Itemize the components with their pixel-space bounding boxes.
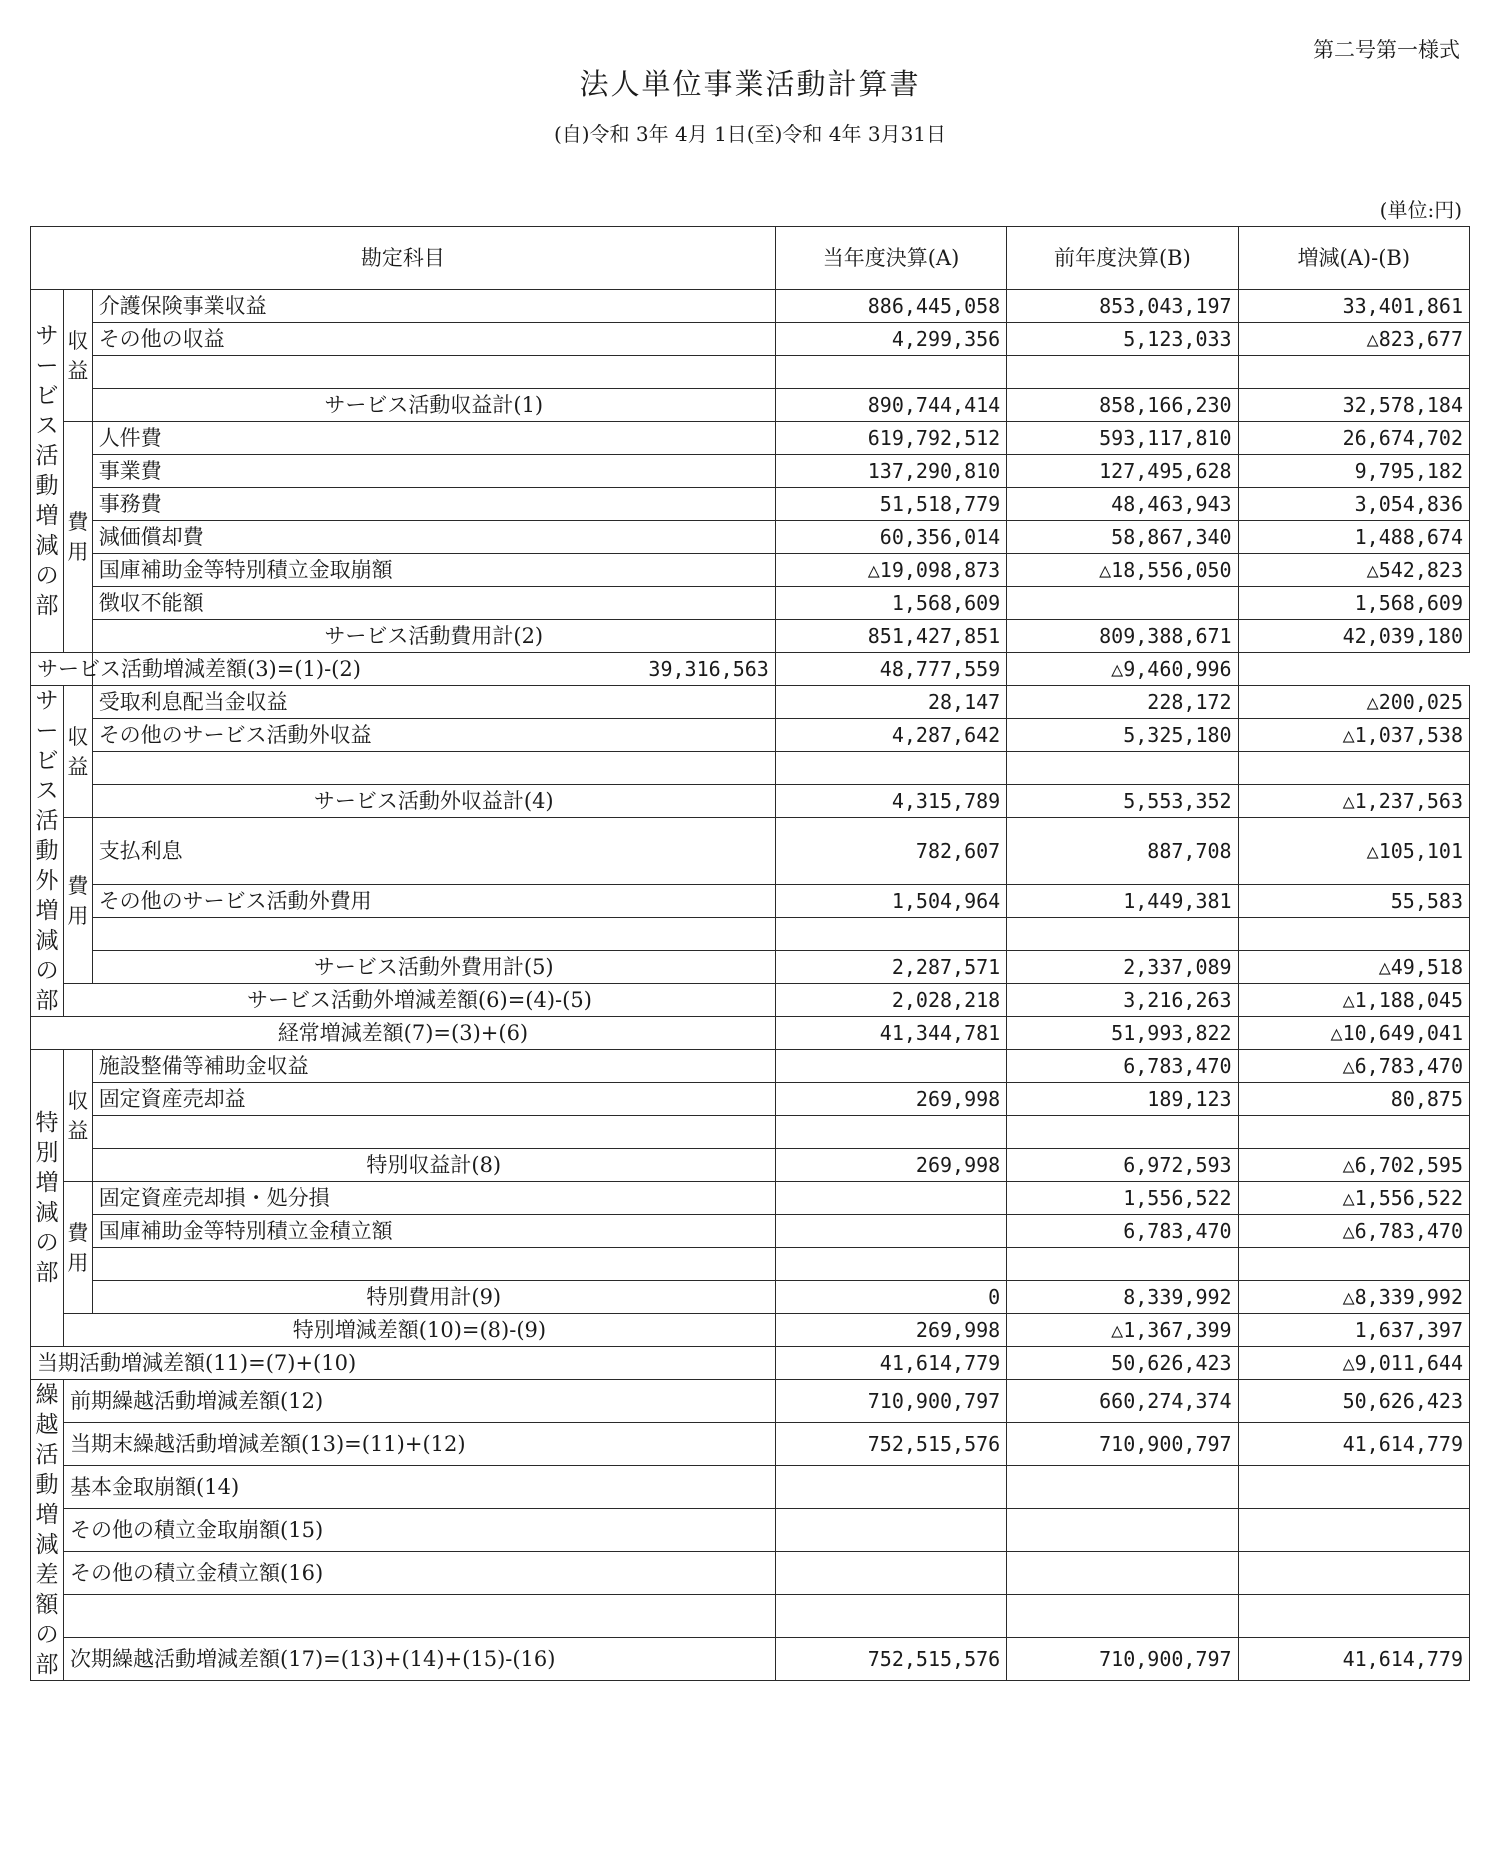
account-name: 介護保険事業収益 xyxy=(92,290,775,323)
diff-amount: △6,783,470 xyxy=(1238,1050,1469,1083)
table-row xyxy=(31,1466,1470,1509)
account-name: 事務費 xyxy=(92,488,775,521)
diff-amount: △823,677 xyxy=(1238,323,1469,356)
table-row xyxy=(31,1149,1470,1182)
form-number: 第二号第一様式 xyxy=(1313,38,1460,62)
current-amount: 2,028,218 xyxy=(775,984,1006,1017)
diff-amount: 1,488,674 xyxy=(1238,521,1469,554)
diff-amount: △1,188,045 xyxy=(1238,984,1469,1017)
current-amount: 752,515,576 xyxy=(775,1638,1006,1681)
previous-amount xyxy=(1007,1509,1238,1552)
table-header-row xyxy=(31,227,1470,290)
account-name: 当期末繰越活動増減差額(13)=(11)+(12) xyxy=(64,1423,776,1466)
table-row xyxy=(31,1638,1470,1681)
diff-amount: △9,011,644 xyxy=(1238,1347,1469,1380)
subsection-expense: 費用 xyxy=(64,422,93,653)
account-name: 前期繰越活動増減差額(12) xyxy=(64,1380,776,1423)
diff-amount: 1,568,609 xyxy=(1238,587,1469,620)
table-row xyxy=(31,1347,1470,1380)
diff-amount: 80,875 xyxy=(1238,1083,1469,1116)
current-amount: 269,998 xyxy=(775,1314,1006,1347)
account-name: 国庫補助金等特別積立金積立額 xyxy=(92,1215,775,1248)
previous-amount: 710,900,797 xyxy=(1007,1423,1238,1466)
table-row xyxy=(31,290,1470,323)
table-row-blank xyxy=(31,752,1470,785)
account-name: サービス活動外増減差額(6)=(4)-(5) xyxy=(64,984,776,1017)
current-amount: △19,098,873 xyxy=(775,554,1006,587)
previous-amount: 593,117,810 xyxy=(1007,422,1238,455)
section-label-nonservice: サービス活動外増減の部 xyxy=(31,686,64,1017)
account-name: 特別収益計(8) xyxy=(92,1149,775,1182)
previous-amount xyxy=(1007,1552,1238,1595)
diff-amount: △6,702,595 xyxy=(1238,1149,1469,1182)
previous-amount: 6,972,593 xyxy=(1007,1149,1238,1182)
table-row xyxy=(31,620,1470,653)
table-row xyxy=(31,1509,1470,1552)
section-label-service: サービス活動増減の部 xyxy=(31,290,64,653)
previous-amount: 127,495,628 xyxy=(1007,455,1238,488)
table-row-blank xyxy=(31,1595,1470,1638)
current-amount: 269,998 xyxy=(775,1149,1006,1182)
table-row xyxy=(31,653,1470,686)
diff-amount: 26,674,702 xyxy=(1238,422,1469,455)
table-row xyxy=(31,1182,1470,1215)
previous-amount: 6,783,470 xyxy=(1007,1215,1238,1248)
diff-amount: △105,101 xyxy=(1238,818,1469,885)
diff-amount: 1,637,397 xyxy=(1238,1314,1469,1347)
previous-amount: 853,043,197 xyxy=(1007,290,1238,323)
table-row-blank xyxy=(31,1116,1470,1149)
previous-amount: 48,777,559 xyxy=(775,653,1006,686)
account-name: 事業費 xyxy=(92,455,775,488)
current-amount: 0 xyxy=(775,1281,1006,1314)
current-amount xyxy=(775,1050,1006,1083)
current-amount: 41,344,781 xyxy=(775,1017,1006,1050)
section-label-special: 特別増減の部 xyxy=(31,1050,64,1347)
table-row xyxy=(31,1050,1470,1083)
previous-amount: 189,123 xyxy=(1007,1083,1238,1116)
header-previous: 前年度決算(B) xyxy=(1007,227,1238,290)
table-row xyxy=(31,719,1470,752)
account-name: その他のサービス活動外費用 xyxy=(92,885,775,918)
previous-amount: 809,388,671 xyxy=(1007,620,1238,653)
diff-amount: 41,614,779 xyxy=(1238,1423,1469,1466)
previous-amount: 58,867,340 xyxy=(1007,521,1238,554)
account-name: 国庫補助金等特別積立金取崩額 xyxy=(92,554,775,587)
table-row xyxy=(31,686,1470,719)
account-name: 固定資産売却損・処分損 xyxy=(92,1182,775,1215)
account-name: 徴収不能額 xyxy=(92,587,775,620)
diff-amount: △10,649,041 xyxy=(1238,1017,1469,1050)
account-name: サービス活動費用計(2) xyxy=(92,620,775,653)
account-name: 経常増減差額(7)=(3)+(6) xyxy=(31,1017,776,1050)
table-row xyxy=(31,389,1470,422)
diff-amount xyxy=(1238,1466,1469,1509)
diff-amount: △200,025 xyxy=(1238,686,1469,719)
diff-amount: 32,578,184 xyxy=(1238,389,1469,422)
previous-amount xyxy=(1007,587,1238,620)
account-name: その他の収益 xyxy=(92,323,775,356)
subsection-expense: 費用 xyxy=(64,818,93,984)
current-amount: 1,568,609 xyxy=(775,587,1006,620)
fiscal-period: (自)令和 3年 4月 1日(至)令和 4年 3月31日 xyxy=(553,122,947,146)
diff-amount: 42,039,180 xyxy=(1238,620,1469,653)
previous-amount: 48,463,943 xyxy=(1007,488,1238,521)
diff-amount: △542,823 xyxy=(1238,554,1469,587)
previous-amount: 1,449,381 xyxy=(1007,885,1238,918)
unit-label: (単位:円) xyxy=(1379,198,1462,222)
current-amount: 710,900,797 xyxy=(775,1380,1006,1423)
previous-amount: 1,556,522 xyxy=(1007,1182,1238,1215)
account-name: 施設整備等補助金収益 xyxy=(92,1050,775,1083)
diff-amount: △8,339,992 xyxy=(1238,1281,1469,1314)
table-row xyxy=(31,1083,1470,1116)
previous-amount: 858,166,230 xyxy=(1007,389,1238,422)
current-amount: 28,147 xyxy=(775,686,1006,719)
current-amount: 1,504,964 xyxy=(775,885,1006,918)
current-amount: 60,356,014 xyxy=(775,521,1006,554)
account-name: 受取利息配当金収益 xyxy=(92,686,775,719)
previous-amount: 6,783,470 xyxy=(1007,1050,1238,1083)
current-amount: 890,744,414 xyxy=(775,389,1006,422)
account-name: 特別増減差額(10)=(8)-(9) xyxy=(64,1314,776,1347)
account-name: その他の積立金取崩額(15) xyxy=(64,1509,776,1552)
diff-amount: 41,614,779 xyxy=(1238,1638,1469,1681)
diff-amount: 9,795,182 xyxy=(1238,455,1469,488)
previous-amount: 5,325,180 xyxy=(1007,719,1238,752)
table-row xyxy=(31,1423,1470,1466)
table-row xyxy=(31,1281,1470,1314)
previous-amount: 50,626,423 xyxy=(1007,1347,1238,1380)
account-name: サービス活動収益計(1) xyxy=(92,389,775,422)
previous-amount: 710,900,797 xyxy=(1007,1638,1238,1681)
diff-amount: △1,237,563 xyxy=(1238,785,1469,818)
diff-amount: △6,783,470 xyxy=(1238,1215,1469,1248)
activity-statement-table xyxy=(30,226,1470,1681)
account-name: 当期活動増減差額(11)=(7)+(10) xyxy=(31,1347,776,1380)
account-name: その他の積立金積立額(16) xyxy=(64,1552,776,1595)
document-title: 法人単位事業活動計算書 xyxy=(579,67,921,101)
diff-amount: 3,054,836 xyxy=(1238,488,1469,521)
current-amount: 886,445,058 xyxy=(775,290,1006,323)
account-name: 支払利息 xyxy=(92,818,775,885)
account-name: 固定資産売却益 xyxy=(92,1083,775,1116)
table-row xyxy=(31,984,1470,1017)
table-row xyxy=(31,1017,1470,1050)
diff-amount: △1,037,538 xyxy=(1238,719,1469,752)
header-diff: 増減(A)-(B) xyxy=(1238,227,1469,290)
previous-amount: 660,274,374 xyxy=(1007,1380,1238,1423)
table-row xyxy=(31,455,1470,488)
current-amount: 137,290,810 xyxy=(775,455,1006,488)
current-amount: 39,316,563 xyxy=(92,653,775,686)
subsection-expense: 費用 xyxy=(64,1182,93,1314)
previous-amount: 8,339,992 xyxy=(1007,1281,1238,1314)
previous-amount: △18,556,050 xyxy=(1007,554,1238,587)
previous-amount: △1,367,399 xyxy=(1007,1314,1238,1347)
table-row xyxy=(31,1314,1470,1347)
previous-amount: 5,123,033 xyxy=(1007,323,1238,356)
current-amount: 782,607 xyxy=(775,818,1006,885)
account-name: 次期繰越活動増減差額(17)=(13)+(14)+(15)-(16) xyxy=(64,1638,776,1681)
table-row xyxy=(31,488,1470,521)
account-name: 減価償却費 xyxy=(92,521,775,554)
table-row xyxy=(31,1215,1470,1248)
previous-amount: 228,172 xyxy=(1007,686,1238,719)
current-amount xyxy=(775,1466,1006,1509)
table-row xyxy=(31,1552,1470,1595)
account-name: 特別費用計(9) xyxy=(92,1281,775,1314)
table-row xyxy=(31,521,1470,554)
previous-amount: 887,708 xyxy=(1007,818,1238,885)
account-name: その他のサービス活動外収益 xyxy=(92,719,775,752)
diff-amount xyxy=(1238,1552,1469,1595)
diff-amount: 50,626,423 xyxy=(1238,1380,1469,1423)
current-amount: 619,792,512 xyxy=(775,422,1006,455)
subsection-revenue: 収益 xyxy=(64,686,93,818)
table-row xyxy=(31,554,1470,587)
table-row xyxy=(31,951,1470,984)
account-name: サービス活動増減差額(3)=(1)-(2) xyxy=(31,653,93,686)
current-amount: 51,518,779 xyxy=(775,488,1006,521)
section-label-carry: 繰越活動増減差額の部 xyxy=(31,1380,64,1681)
header-account: 勘定科目 xyxy=(31,227,776,290)
diff-amount: 55,583 xyxy=(1238,885,1469,918)
current-amount: 4,299,356 xyxy=(775,323,1006,356)
current-amount xyxy=(775,1215,1006,1248)
table-row xyxy=(31,885,1470,918)
previous-amount xyxy=(1007,1466,1238,1509)
table-row-blank xyxy=(31,356,1470,389)
header-current: 当年度決算(A) xyxy=(775,227,1006,290)
diff-amount: △1,556,522 xyxy=(1238,1182,1469,1215)
table-row-blank xyxy=(31,1248,1470,1281)
diff-amount: 33,401,861 xyxy=(1238,290,1469,323)
previous-amount: 2,337,089 xyxy=(1007,951,1238,984)
current-amount xyxy=(775,1182,1006,1215)
account-name: サービス活動外費用計(5) xyxy=(92,951,775,984)
diff-amount: △9,460,996 xyxy=(1007,653,1238,686)
previous-amount: 51,993,822 xyxy=(1007,1017,1238,1050)
current-amount: 41,614,779 xyxy=(775,1347,1006,1380)
table-row xyxy=(31,323,1470,356)
account-name: 人件費 xyxy=(92,422,775,455)
current-amount: 4,315,789 xyxy=(775,785,1006,818)
table-row xyxy=(31,785,1470,818)
subsection-revenue: 収益 xyxy=(64,1050,93,1182)
current-amount: 851,427,851 xyxy=(775,620,1006,653)
account-name: サービス活動外収益計(4) xyxy=(92,785,775,818)
current-amount: 4,287,642 xyxy=(775,719,1006,752)
table-row-blank xyxy=(31,918,1470,951)
diff-amount: △49,518 xyxy=(1238,951,1469,984)
previous-amount: 5,553,352 xyxy=(1007,785,1238,818)
account-name: 基本金取崩額(14) xyxy=(64,1466,776,1509)
current-amount xyxy=(775,1509,1006,1552)
diff-amount xyxy=(1238,1509,1469,1552)
table-row xyxy=(31,422,1470,455)
current-amount: 269,998 xyxy=(775,1083,1006,1116)
subsection-revenue: 収益 xyxy=(64,290,93,422)
previous-amount: 3,216,263 xyxy=(1007,984,1238,1017)
current-amount: 2,287,571 xyxy=(775,951,1006,984)
table-row xyxy=(31,1380,1470,1423)
current-amount: 752,515,576 xyxy=(775,1423,1006,1466)
table-row xyxy=(31,818,1470,885)
table-row xyxy=(31,587,1470,620)
current-amount xyxy=(775,1552,1006,1595)
